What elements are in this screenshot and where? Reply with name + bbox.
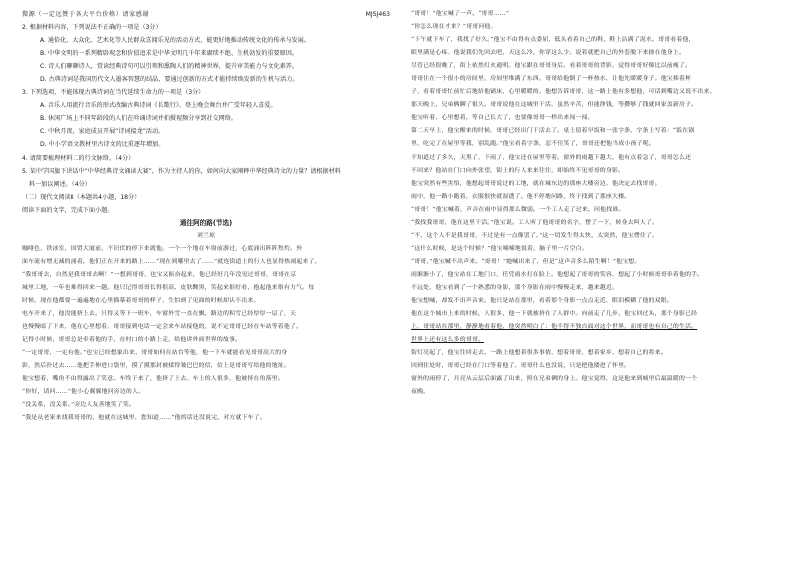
text-line: 不回来？他站在门口向外张望，街上的行人来来往往，却始终不见哥哥的身影。 (411, 167, 625, 174)
text-line: “不，这个人不是我哥哥，不过是有一点像罢了。”这一切发生得太快，太突然，他宝愣住了。 (411, 232, 659, 239)
text-line: 不知道过了多久，天黑了，下雨了，他宝还在屋里等着。窗外的雨越下越大，他有点着急了，哥哥怎么还 (411, 154, 692, 161)
text-line: B. 休闲广场上不同年龄段的人们在吟诵诗词并拍摄视频分享到社交网络。 (40, 115, 237, 123)
text-line: 4. 请简要梳理材料二的行文脉络。（4分） (22, 154, 135, 162)
text-line: C. 中秋月夜，家庭成员开展“诗词接龙”活动。 (40, 128, 165, 136)
text-line: A. 音乐人用流行音乐的形式改编古典诗词《长歌行》，登上晚会舞台并广受年轻人喜爱。 (40, 102, 277, 110)
text-line: 眼里满是心疼。他说我们先回去吧，天这么冷，你穿这么少。说着就把自己的外套脱下来披在他身上。 (411, 50, 686, 57)
text-line: 回到住处时，哥哥已经在门口等着他了。哥哥什么也没说，只是把他搂进了怀里。 (411, 363, 631, 370)
text-line: 刘兰琼 (196, 232, 216, 239)
text-line: “我哥哥去，自然是我哥哥去啊！”一想到哥哥，也宝又振奋起来，他已经好几年没见过哥哥，哥哥在京 (22, 271, 297, 278)
text-line: 哥哥住在一个很小的房间里，房间里堆满了东西。哥哥给他倒了一杯热水，让他先暖暖身子。他宝捧着杯 (411, 76, 692, 83)
text-line: 5. 某中学国旗下讲话中“中华经典诗文诵读大赛”，作为主持人的你，如何向大家阐释中华经典诗文的力量？请根据材料 (22, 167, 341, 175)
text-line: “我是从老家来找我哥哥的，他就在这城里，您知道……”他的话还没说完，对方就下车了。 (22, 415, 266, 422)
right-column (411, 8, 779, 556)
text-line: 城里工地，一年也难得回来一趟。他只记得哥哥长得很高，皮肤黝黑，笑起来很好看，抱起他来很有力气。每 (22, 284, 315, 291)
text-line: 影，然后扑过去……他把手伸进口袋里，摸了摸那封被揉得皱巴巴的信，信上是哥哥写给他的地址。 (22, 363, 290, 370)
text-line: 里，吃完了在屋里等我，别乱跑。”他宝看着字条，忍不住笑了，哥哥还把他当成小孩子呢。 (411, 141, 655, 148)
header-code: MJSJ463 (365, 11, 390, 18)
text-line: 时候，现在他都要一遍遍地在心里描摹着哥哥的样子，生怕到了见面的时候却认不出来。 (22, 298, 260, 305)
text-line: 咖啡色，铁冰室，国贸大厦前，不识伏的停下来就他。一个一个地在车窗前游过，心底涌出阵阵焦灼。外 (22, 245, 303, 252)
text-line: （二）现代文阅读Ⅱ（本题共4小题，18分） (22, 193, 141, 201)
left-text-lines (22, 21, 390, 425)
text-line: “你怎么现在才来？”哥哥问他。 (411, 24, 497, 31)
text-line: “没关系，没关系。”旁边人友善地笑了笑。 (22, 402, 136, 409)
text-line: 电车开来了，他没能挤上去。只得又等下一班车，车窗外雪一直在飘，路边的积雪已经厚厚一层了，天 (22, 311, 297, 318)
text-line: 子，看着哥哥忙前忙后地给他铺床，心里暖暖的。他想告诉哥哥，这一路上他有多想他，可话到嘴边又说不出来。 (411, 89, 716, 96)
text-line: “一定哥哥，一定有他。”也宝已经想象出来，哥哥如何在站台等他，他一下车就能看见哥哥高大的身 (22, 350, 288, 357)
text-line: 他宝想着，嘴角不由得露出了笑意。车终于来了，他挤了上去。车上的人很多，他被挤在角落里。 (22, 376, 284, 383)
text-line: 记得小时候，哥哥总是牵着他的手，在村口的小路上走，给他讲外面世界的故事。 (22, 337, 242, 344)
text-line: 他宝突然有些害怕，他想起哥哥说过的工地，就在城东边的那座大楼旁边。他决定去找哥哥。 (411, 180, 661, 187)
text-line: 2. 根据材料内容，下列说法不正确的一项是（3分） (22, 24, 162, 32)
text-line: 上，哥哥站在那里，静静地看着他，他突然明白了：他不得不独自面对这个世界，而哥哥也有自己的生活。 (411, 324, 698, 331)
text-line: 街灯亮起了，他宝往回走去，一路上他想着很多事情，想着哥哥，想着家乡，想着自己的将来。 (411, 350, 667, 357)
article-title: 通往阿的路(节选) (179, 218, 233, 227)
text-line: “哥哥，”他宝喊不出声来。“哥哥！”她喊出来了，但是“这声音多么陌生啊！”他宝想。 (411, 258, 641, 265)
text-line: C. 诗人们聊聊诗人，赏读经典诗句可以引领和熏陶人们的精神世界，提升审美能力与文化素养。 (40, 63, 298, 71)
text-line: 窗外的雨停了，月亮从云层后面露了出来，照在兄弟俩的身上。他宝觉得，这是他来到城里后最温暖的一个 (411, 376, 698, 383)
page-header (22, 8, 390, 21)
text-line: D. 古典诗词是我国历代文人墨客智慧的结晶，要通过创新的方式才能持续焕发新的生机与活力。 (40, 76, 299, 84)
text-line: 第二天早上，他宝醒来的时候，哥哥已经出门干活去了。桌上留着早饭和一张字条，字条上写着：“饭在锅 (411, 128, 695, 135)
text-line: 阅读下面的文字，完成下面小题。 (22, 206, 114, 214)
text-line: “哥哥！”他宝喊着，声音在雨中显得那么微弱。一个工人走了过来，问他找谁。 (411, 206, 625, 213)
text-line: 雨中，他一路小跑着，衣服很快就湿透了。他不停地问路，终于找到了那座大楼。 (411, 193, 631, 200)
text-line: 雨渐渐小了，他宝站在工地门口，任凭雨水打在脸上。他想起了哥哥的笑容，想起了小时候哥哥牵着他的手。 (411, 271, 704, 278)
text-line: “这什么时候，是这个时候？”他宝喃喃地说着，脑子里一片空白。 (411, 245, 588, 252)
text-line: 也慢慢暗了下来，他在心里想着，哥哥接到电话一定会来车站接他的，说不定哥哥已经在车站等着他了。 (22, 324, 303, 331)
left-column (22, 8, 390, 556)
text-line: “下午就下车了，我找了好久。”他宝不由得有点委屈，低头看着自己的鞋，鞋上沾满了泥水。哥哥看着他， (411, 37, 695, 44)
text-line: “哥哥！”他宝喊了一声。“哥哥……” (411, 11, 510, 17)
text-line: 夜晚。 (411, 389, 430, 396)
text-line: 他宝想喊，却发不出声音来。他只是站在那里，看着那个身影一点点走近，眼泪模糊了他的双眼。 (411, 298, 673, 305)
text-line: “你好，请问……”他小心翼翼地问旁边的人。 (22, 389, 145, 396)
text-line: 世界上还有这么多的哥哥。 (411, 337, 485, 344)
text-line: A. 通俗化、大众化、艺术化等人民群众喜闻乐见的活动方式，能更好地推动传统文化的传承与发展。 (40, 37, 310, 45)
text-line: 3. 下列选项，不能体现古典诗词在当代延续生命力的一项是（3分） (22, 89, 205, 97)
text-line: 不远处，他宝看到了一个熟悉的身影，那个身影在雨中慢慢走来，越来越近。 (411, 284, 619, 291)
text-line: 尽管已经很晚了，街上依然灯火通明。他宝跟在哥哥身后，看着哥哥的背影，觉得哥哥好像比以前瘦了。 (411, 63, 692, 70)
text-line: 面车流有增无减的涌着，他们正在开来的路上……“现在到哪里去了……”就连街道上的行人也显得热闹起来了。 (22, 258, 321, 265)
text-line: “我找我哥哥，他在这里干活。”他宝说。工人听了他哥哥的名字，愣了一下，转身去叫人了。 (411, 219, 659, 226)
right-text-lines (411, 8, 779, 399)
text-line: D. 中小学语文教材里古诗文的比重逐年增加。 (40, 141, 165, 149)
text-line: B. 中华文明的一系列精辟观念和价值追求是中华文明几千年来赓续不绝、生机勃发的重要原因。 (40, 50, 298, 58)
text-line: 料一加以阐述。（4分） (29, 180, 91, 188)
text-line: 他宝听着，心里想着，等自己长大了，也要像哥哥一样出来闯一闯。 (411, 115, 594, 122)
header-text: 微源（一定远赞于各大平台价格）请家感谢 (22, 11, 150, 18)
text-line: 他在这个城市上来的时候，人很多，他一下就被挤在了人群中。向前走了几步，他宝回过头，那个身影已经 (411, 311, 698, 318)
text-line: 那天晚上，兄弟俩聊了很久。哥哥说他在这城里干活，虽然辛苦，但能挣钱，等攒够了钱就回家盖新房子。 (411, 102, 698, 109)
